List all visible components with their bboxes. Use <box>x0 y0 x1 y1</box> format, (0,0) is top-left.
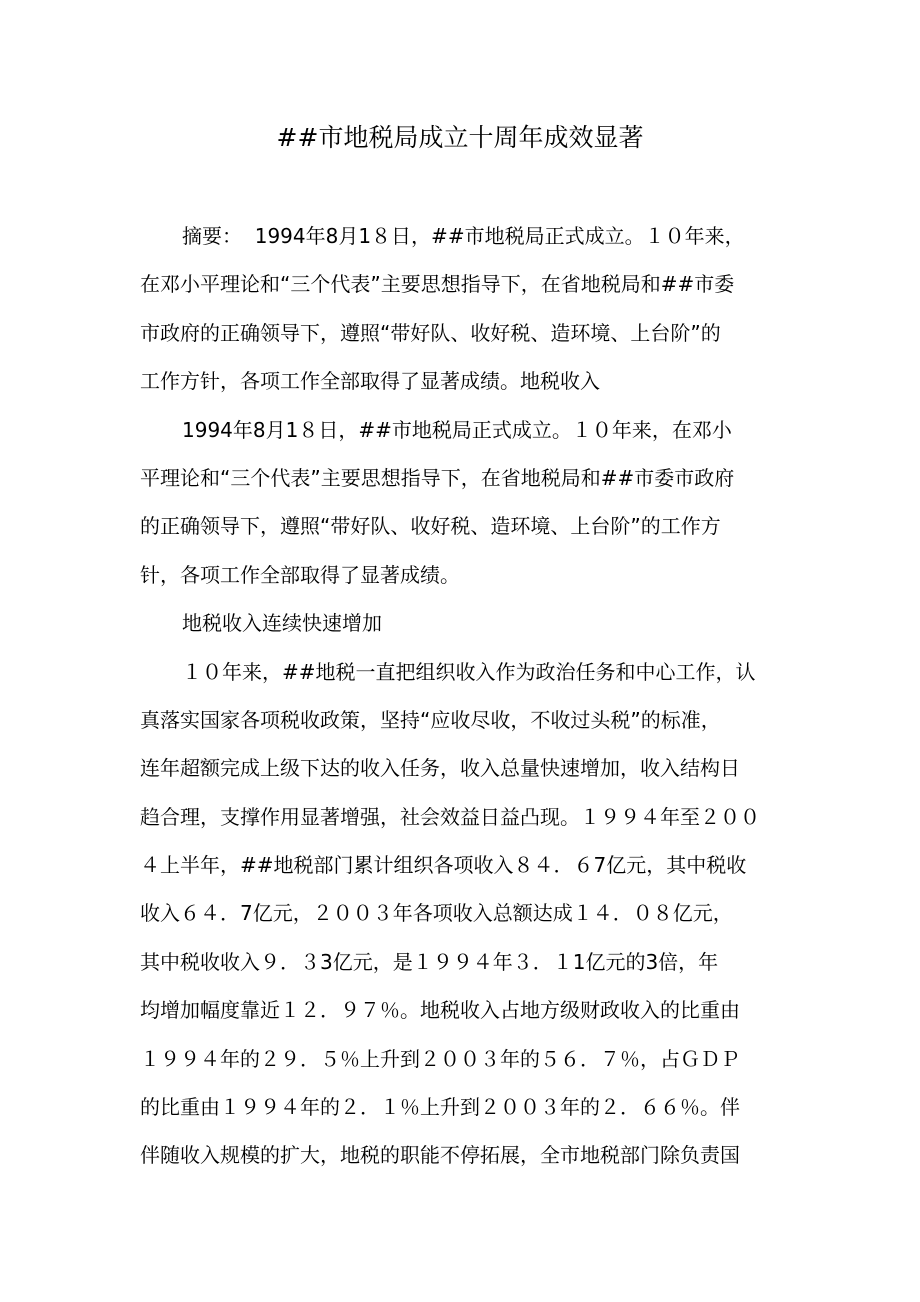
paragraph-2-line-1: １０年来，##地税一直把组织收入作为政治任务和中心工作，认 <box>182 659 756 684</box>
paragraph-2-line-11: 伴随收入规模的扩大，地税的职能不停拓展，全市地税部门除负责国 <box>140 1143 740 1168</box>
paragraph-2-line-8: 均增加幅度靠近１２．９７％。地税收入占地方级财政收入的比重由 <box>140 998 740 1023</box>
abstract-line-1: 摘要： 1994年8月1８日，##市地税局正式成立。１０年来， <box>182 224 745 248</box>
paragraph-2-line-4: 趋合理，支撑作用显著增强，社会效益日益凸现。１９９４年至２００ <box>140 804 760 829</box>
paragraph-1-line-4: 针，各项工作全部取得了显著成绩。 <box>140 562 460 587</box>
abstract-line-4: 工作方针，各项工作全部取得了显著成绩。地税收入 <box>140 369 600 394</box>
section-heading: 地税收入连续快速增加 <box>182 611 382 636</box>
document-body <box>140 212 780 1180</box>
paragraph-1-line-1: 1994年8月1８日，##市地税局正式成立。１０年来，在邓小 <box>182 417 732 442</box>
paragraph-2-line-6: 收入６４．7亿元，２００３年各项收入总额达成１４．０８亿元， <box>140 901 733 926</box>
paragraph-1-line-3: 的正确领导下，遵照“带好队、收好税、造环境、上台阶”的工作方 <box>140 514 721 539</box>
abstract-line-3: 市政府的正确领导下，遵照“带好队、收好税、造环境、上台阶”的 <box>140 320 721 345</box>
paragraph-2-line-5: ４上半年，##地税部门累计组织各项收入８４．６7亿元，其中税收 <box>140 853 747 878</box>
paragraph-2-line-9: １９９４年的２９．５％上升到２００３年的５６．７％，占ＧＤＰ <box>140 1046 740 1071</box>
paragraph-2-line-3: 连年超额完成上级下达的收入任务，收入总量快速增加，收入结构日 <box>140 756 740 781</box>
paragraph-1-line-2: 平理论和“三个代表”主要思想指导下，在省地税局和##市委市政府 <box>140 465 735 490</box>
document-title: ##市地税局成立十周年成效显著 <box>276 123 644 152</box>
paragraph-2-line-7: 其中税收收入９．３3亿元，是１９９４年３．１1亿元的3倍，年 <box>140 949 719 974</box>
paragraph-2-line-2: 真落实国家各项税收政策，坚持“应收尽收，不收过头税”的标准， <box>140 707 721 732</box>
abstract-line-2: 在邓小平理论和“三个代表”主要思想指导下，在省地税局和##市委 <box>140 272 735 297</box>
paragraph-2-line-10: 的比重由１９９４年的２．１％上升到２００３年的２．６６％。伴 <box>140 1095 740 1120</box>
